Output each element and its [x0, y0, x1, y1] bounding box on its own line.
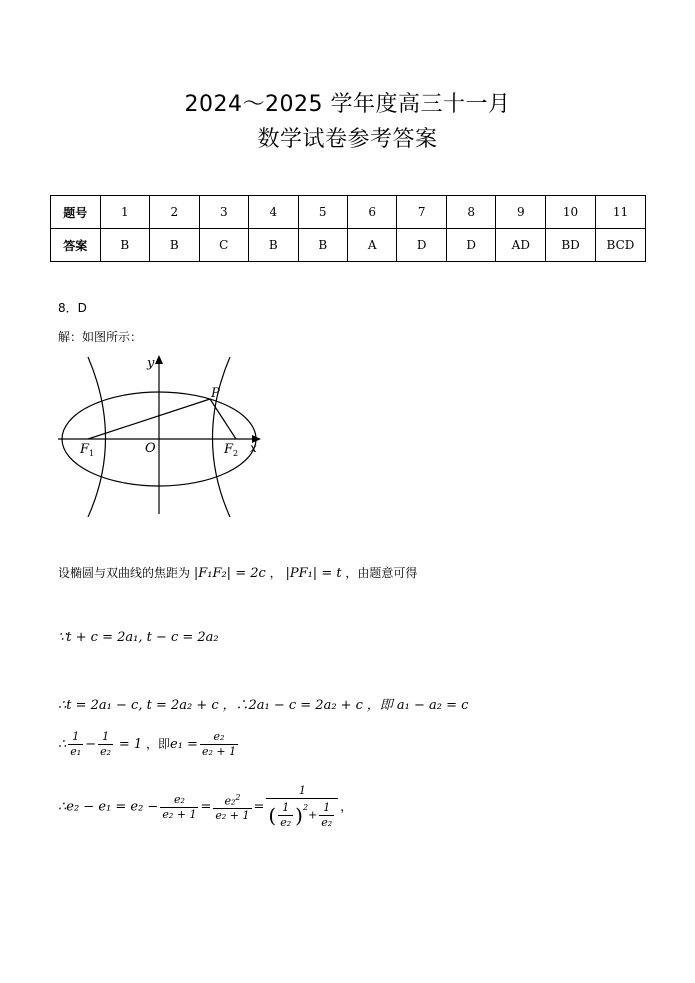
focus-f2-subscript: 2: [233, 449, 239, 458]
fraction-numerator: 1: [72, 730, 80, 743]
question-number: 3: [199, 196, 248, 229]
question-number: 1: [100, 196, 149, 229]
answer-table-number-row: [51, 196, 646, 229]
fraction-denominator: e₂: [280, 816, 292, 829]
numerator-exponent: 2: [235, 792, 241, 802]
fraction-1-over-e2: [98, 730, 113, 759]
y-axis-arrow: [155, 355, 163, 364]
fraction-denominator: e₂ + 1: [201, 745, 237, 758]
fraction-numerator: e₂: [213, 730, 225, 743]
tail-fraction: [319, 801, 334, 830]
fraction-numerator: 1: [282, 801, 290, 814]
focus-f2-label: F: [224, 442, 234, 457]
equation-3: [58, 730, 240, 759]
equation-2-part-a: ∴t = 2a₁ − c, t = 2a₂ + c: [58, 698, 219, 713]
hyperbola-right-branch: [213, 357, 231, 517]
fraction-numerator: [213, 791, 251, 809]
equation-4-equals-1: =: [200, 799, 212, 815]
answer-cell: BCD: [595, 229, 645, 262]
focus-f1-label: F: [80, 442, 90, 457]
setup-sep: ，: [269, 566, 282, 580]
question-number: 10: [546, 196, 596, 229]
equation-1: ∵t + c = 2a₁, t − c = 2a₂: [58, 630, 219, 645]
close-paren: ): [295, 803, 303, 828]
answer-cell: B: [100, 229, 149, 262]
hyperbola-left-branch: [88, 357, 106, 517]
fraction-numerator: 1: [323, 801, 331, 814]
page-title-line1: 2024～2025 学年度高三十一月: [184, 92, 511, 117]
fraction-e2-over-e2-plus-1: [200, 730, 238, 759]
origin-label: O: [145, 441, 156, 456]
paren-exponent: 2: [302, 803, 309, 812]
equation-4-prefix: ∴e₂ − e₁ = e₂ −: [58, 799, 159, 815]
row-label-answer: 答案: [51, 229, 101, 262]
question-number: 6: [347, 196, 396, 229]
plus-sign: +: [308, 808, 318, 822]
fraction-e2-squared-over-e2-plus-1: [213, 791, 251, 824]
y-axis-label: y: [147, 356, 155, 371]
inner-fraction: [278, 801, 293, 830]
answer-table-answer-row: [51, 229, 646, 262]
segment-pf1: [88, 399, 210, 439]
answer-cell: A: [347, 229, 396, 262]
equation-2: [58, 694, 468, 713]
question-number: 4: [249, 196, 298, 229]
fraction-1-over-e1: [68, 730, 83, 759]
question-number: 2: [150, 196, 199, 229]
setup-line: [58, 564, 417, 581]
equation-4: [58, 784, 352, 830]
equation-2-part-b: ，∴2a₁ − c = 2a₂ + c: [222, 698, 363, 713]
fraction-compound: [266, 784, 338, 830]
ellipse-hyperbola-figure: [58, 352, 273, 517]
equation-3-minus: −: [85, 737, 97, 752]
equation-3-e1: e₁ =: [170, 737, 198, 752]
answer-cell: B: [150, 229, 199, 262]
page-title-line2: 数学试卷参考答案: [257, 127, 438, 152]
answer-table: [50, 195, 646, 262]
fraction-denominator: e₁: [70, 745, 82, 758]
setup-text: 设椭圆与双曲线的焦距为: [58, 566, 191, 580]
point-p-label: P: [211, 386, 220, 401]
fraction-denominator: e₂: [321, 816, 333, 829]
row-label-question: 题号: [51, 196, 101, 229]
answer-cell: B: [249, 229, 298, 262]
setup-pf1: |PF₁| = t: [285, 566, 342, 581]
numerator-base: e₂: [224, 794, 236, 808]
answer-cell: C: [199, 229, 248, 262]
problem-label: 8．D: [58, 301, 87, 315]
setup-end: ，由题意可得: [345, 566, 418, 580]
question-number: 11: [595, 196, 645, 229]
fraction-denominator: e₂ + 1: [215, 809, 250, 823]
fraction-numerator: e₂: [173, 792, 185, 806]
answer-cell: B: [298, 229, 347, 262]
question-number: 5: [298, 196, 347, 229]
equation-4-end: ，: [340, 799, 353, 814]
question-number: 9: [496, 196, 546, 229]
equation-4-equals-2: =: [253, 799, 265, 815]
x-axis-label: x: [250, 441, 257, 455]
fraction-denominator: [266, 798, 338, 830]
fraction-numerator: 1: [102, 730, 110, 743]
focus-f1-subscript: 1: [89, 449, 95, 458]
equation-3-prefix: ∴: [58, 737, 67, 752]
answer-cell: D: [446, 229, 496, 262]
fraction-e2-over-e2-plus-1: [160, 793, 198, 822]
equation-3-connector: ，即: [145, 737, 170, 751]
setup-f1f2: |F₁F₂| = 2c: [193, 566, 266, 581]
fraction-denominator: e₂ + 1: [162, 807, 197, 821]
fraction-numerator: 1: [298, 784, 306, 797]
open-paren: (: [268, 803, 277, 828]
question-number: 7: [397, 196, 447, 229]
solution-intro: 解：如图所示：: [58, 330, 143, 344]
answer-cell: AD: [496, 229, 546, 262]
fraction-denominator: e₂: [100, 745, 112, 758]
answer-cell: BD: [546, 229, 596, 262]
question-number: 8: [446, 196, 496, 229]
equation-3-equals: = 1: [118, 737, 143, 752]
equation-2-part-c: ，即 a₁ − a₂ = c: [366, 698, 469, 713]
answer-cell: D: [397, 229, 447, 262]
